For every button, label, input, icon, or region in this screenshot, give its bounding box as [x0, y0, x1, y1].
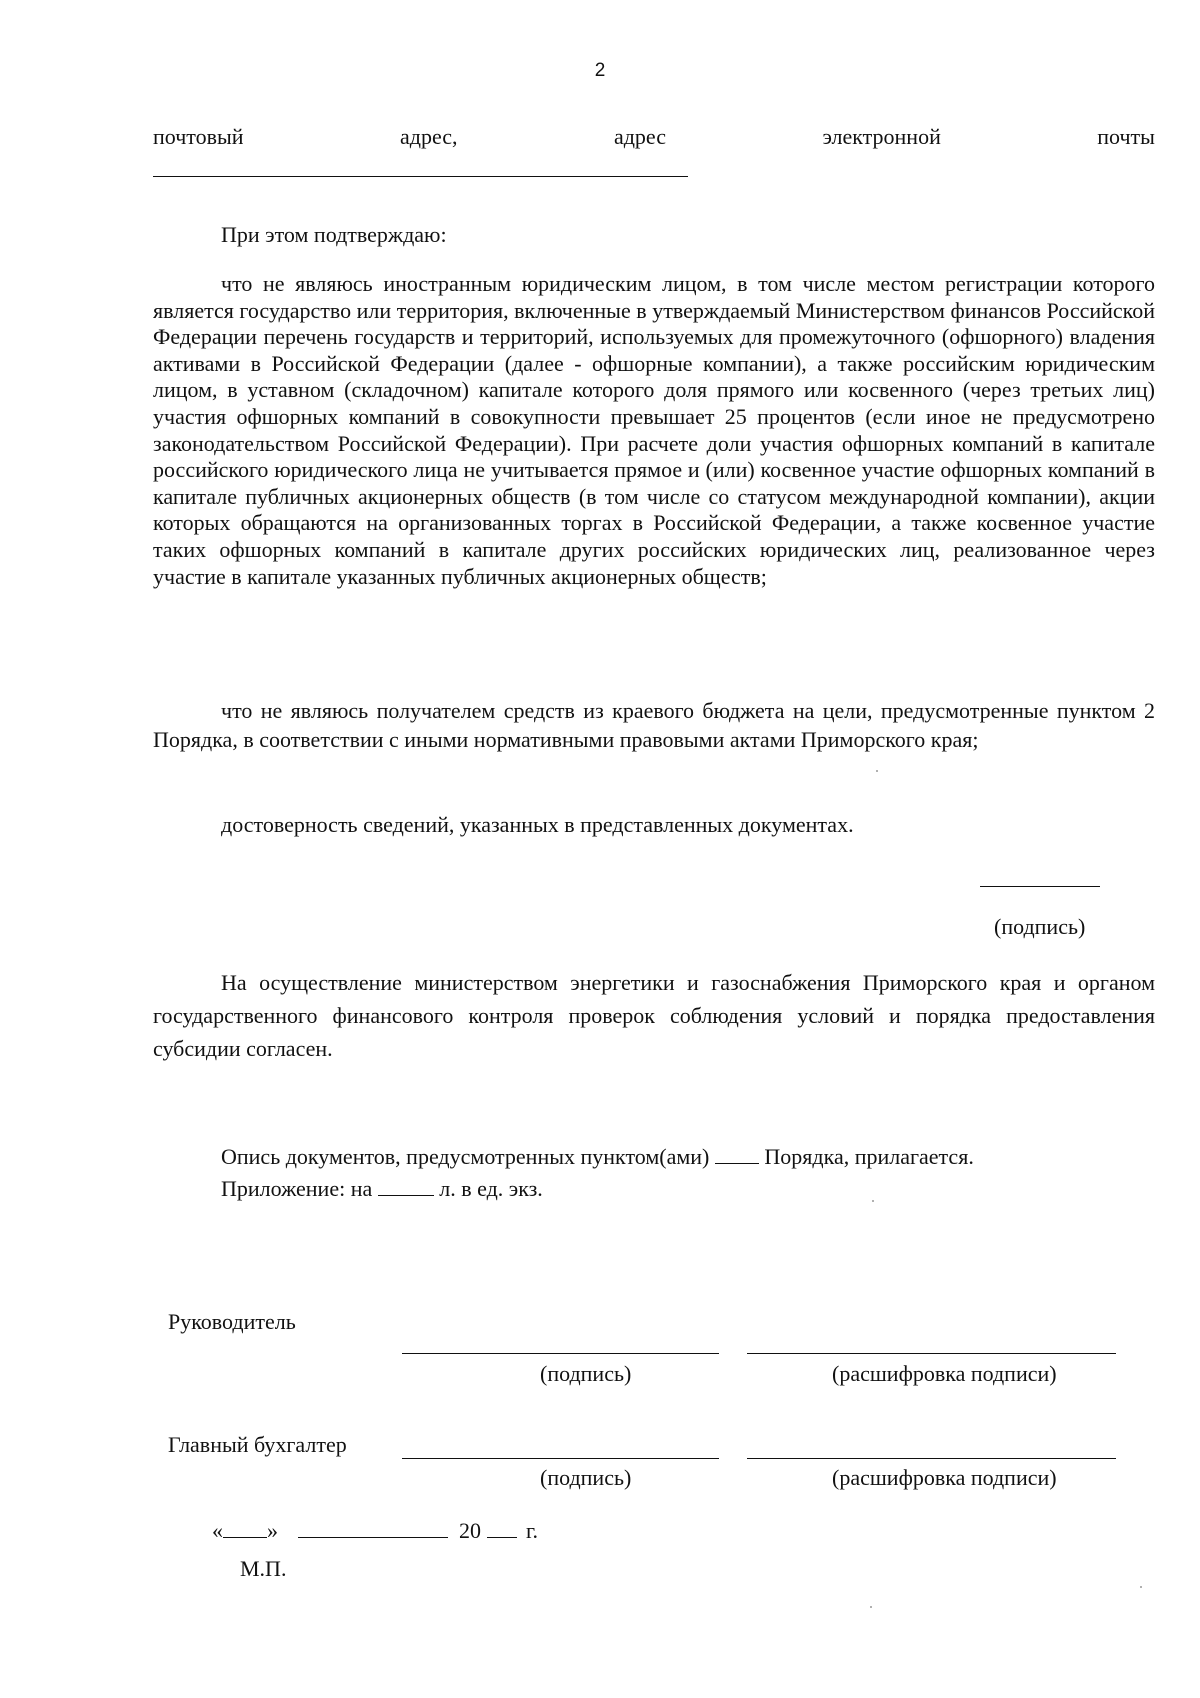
date-close-quote: »: [267, 1518, 278, 1543]
head-signature-line[interactable]: [402, 1353, 719, 1354]
offshore-confirmation-text: что не являюсь иностранным юридическим лицом, в том числе местом регистрации которого является государство или территория, включенные в утверждаемый Министерством финансов Российской Федерации перечень государств и территорий, используемых для промежуточного (офшорного) владения активами в Российской Федерации (далее - офшорные компании), а также российским юридическим лицом, в уставном (складочном) капитале которого доля прямого или косвенного (через третьих лиц) участия офшорных компаний в совокупности превышает 25 процентов (если иное не предусмотрено законодательством Российской Федерации). При расчете доли участия офшорных компаний в капитале российского юридического лица не учитывается прямое и (или) косвенное участие офшорных компаний в капитале публичных акционерных обществ (в том числе со статусом международной компании), акции которых обращаются на организованных торгах в Российской Федерации, а также косвенное участие таких офшорных компаний в капитале других российских юридических лиц, реализованное через участие в капитале указанных публичных акционерных обществ;: [153, 271, 1155, 589]
date-line: [212, 1518, 538, 1544]
scan-speck: [870, 1606, 872, 1608]
date-year-blank[interactable]: [487, 1519, 517, 1538]
date-year-prefix: 20: [459, 1518, 481, 1543]
consent-text: На осуществление министерством энергетики и газоснабжения Приморского края и органом государственного финансового контроля проверок соблюдения условий и порядка предоставления субсидии согласен.: [153, 970, 1155, 1061]
address-word: почтовый: [153, 124, 244, 149]
inventory-text-before: Опись документов, предусмотренных пунктом(ами): [221, 1144, 710, 1169]
accuracy-confirmation: достоверность сведений, указанных в представленных документах.: [221, 812, 854, 837]
head-transcript-caption: (расшифровка подписи): [832, 1361, 1057, 1386]
head-signature-caption: (подпись): [540, 1361, 632, 1386]
scan-speck: [1140, 1586, 1142, 1588]
scan-speck: [876, 770, 878, 772]
signature-line[interactable]: [980, 886, 1100, 887]
budget-confirmation-text: что не являюсь получателем средств из краевого бюджета на цели, предусмотренные пунктом 2 Порядка, в соответствии с иными нормативными правовыми актами Приморского края;: [153, 698, 1155, 752]
attachment-text-after: л. в ед. экз.: [439, 1176, 543, 1201]
attachment-line: [221, 1176, 543, 1202]
inventory-line: [221, 1144, 974, 1170]
date-day-blank[interactable]: [223, 1519, 267, 1538]
address-word: адрес,: [399, 124, 458, 149]
inventory-clause-blank[interactable]: [715, 1145, 759, 1164]
head-transcript-line[interactable]: [747, 1353, 1116, 1354]
page-number: 2: [594, 60, 606, 81]
date-month-blank[interactable]: [298, 1519, 448, 1538]
head-label: Руководитель: [168, 1309, 296, 1334]
accountant-signature-line[interactable]: [402, 1458, 719, 1459]
attachment-sheets-blank[interactable]: [378, 1177, 434, 1196]
address-word: адрес: [613, 124, 667, 149]
date-open-quote: «: [212, 1518, 223, 1543]
inventory-text-after: Порядка, прилагается.: [764, 1144, 974, 1169]
offshore-confirmation-paragraph: [153, 271, 1155, 590]
accountant-signature-caption: (подпись): [540, 1465, 632, 1490]
stamp-place: М.П.: [240, 1556, 287, 1581]
accountant-transcript-line[interactable]: [747, 1458, 1116, 1459]
scan-speck: [872, 1200, 874, 1202]
postal-email-address-line: [153, 124, 1155, 150]
signature-caption: (подпись): [994, 914, 1086, 939]
budget-confirmation-paragraph: [153, 696, 1155, 754]
attachment-text-before: Приложение: на: [221, 1176, 373, 1201]
consent-paragraph: [153, 966, 1155, 1065]
date-year-suffix: г.: [526, 1518, 539, 1543]
address-word: почты: [1097, 124, 1155, 149]
confirm-intro: При этом подтверждаю:: [221, 222, 447, 247]
address-word: электронной: [822, 124, 941, 149]
address-fill-line[interactable]: [153, 176, 688, 177]
chief-accountant-label: Главный бухгалтер: [168, 1432, 347, 1457]
accountant-transcript-caption: (расшифровка подписи): [832, 1465, 1057, 1490]
